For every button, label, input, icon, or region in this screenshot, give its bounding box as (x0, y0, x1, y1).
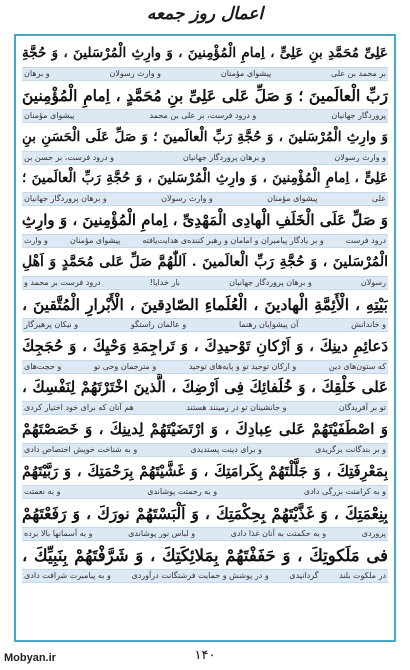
translation-segment: و برهان پروردگار جهانیان (182, 152, 266, 162)
translation-segment: و خاندانش (351, 319, 386, 329)
translation-row (22, 109, 388, 123)
translation-row (22, 401, 388, 415)
translation-segment: و برای دینت پسندیدی (190, 445, 262, 455)
verse-line (22, 542, 388, 584)
translation-segment: پروردی (361, 528, 386, 538)
translation-segment: و به حکمتت به آنان غذا دادی (230, 528, 327, 538)
verse-line (22, 374, 388, 416)
translation-segment: گردانیدی (289, 570, 319, 580)
translation-segment: تو بر آفریدگان (338, 403, 386, 413)
translation-segment: و به نعمتت (24, 486, 61, 496)
translation-row (22, 443, 388, 457)
translation-segment: و جانشینان تو در زمینند هستند (186, 403, 287, 413)
arabic-text: رَبِّ الْعالَمینَ ؛ وَ صَلِّ عَلى عَلِیِّ بنِ مُحَمَّدٍ ، اِمامِ الْمُؤْمِنینَ (22, 85, 388, 105)
translation-segment: و درود فرست، بر حسن بن (24, 152, 114, 162)
translation-segment: و ارکان توحید تو و پایه‌های توحید (188, 361, 297, 371)
translation-segment: پیشوای مؤمنان (69, 236, 121, 246)
translation-segment: در ملکوت بلند (338, 570, 386, 580)
translation-segment: هم آنان که برای خود اختیار کردی (24, 403, 134, 413)
translation-segment: و نیکان پرهیزگار (24, 319, 79, 329)
translation-segment: و به پیامبرت شرافت دادی (24, 570, 111, 580)
arabic-text: وَ اصْطَفَیْتَهُمْ عَلى عِبادِكَ ، وَ ارْتَضَیْتَهُمْ لِدینِكَ ، وَ خَصَصْتَهُمْ (22, 420, 388, 439)
arabic-text: عَلى خَلْقِكَ ، وَ خُلَفائِكَ فِی اَرْضِكَ ، الَّذینَ اخْتَرْتَهُمْ لِنَفْسِكَ ، (22, 378, 388, 397)
verse-line (22, 416, 388, 458)
verse-line (22, 207, 388, 249)
arabic-text: عَلِیِّ مُحَمَّدِ بنِ عَلِیٍّ ، اِمامِ الْمُؤْمِنینَ ، وَ وارِثِ الْمُرْسَلینَ ، وَ حُجَّةِ (22, 45, 388, 61)
translation-segment: و به کرامتت بزرگی دادی (303, 486, 386, 496)
verse-list (22, 40, 388, 583)
translation-segment: و برهان (24, 69, 50, 78)
arabic-text: بَیْتِهِ ، الْأَئِمَّةِ الْهادینَ ، الْعُلَماءِ الصّادِقینَ ، الْأَبْرارِ الْمُتَّقینَ ، (22, 294, 388, 314)
translation-segment: پیشوای مؤمنان (267, 194, 318, 204)
page-number: ۱۴۰ (194, 648, 216, 663)
translation-segment: علی (371, 194, 386, 204)
translation-segment: و به رحمتت پوشاندی (147, 486, 218, 496)
translation-row (22, 67, 388, 81)
translation-segment: و وارث رسولان (109, 69, 162, 78)
translation-segment: که ستون‌های دین (328, 361, 386, 371)
translation-segment: و وارث رسولان (161, 194, 213, 204)
arabic-text: الْمُرْسَلینَ ، وَ حُجَّةِ رَبِّ الْعالَمینَ . اَللّٰهُمَّ صَلِّ عَلى مُحَمَّدٍ وَ اَهْلِ (22, 253, 388, 270)
translation-segment: درود فرست بر محمد و (24, 277, 101, 287)
translation-segment: و برهان پروردگار جهانیان (24, 194, 107, 204)
translation-row (22, 360, 388, 374)
arabic-text: بِمَعْرِفَتِكَ ، وَ جَلَّلْتَهُمْ بِكَرامَتِكَ ، وَ غَشَّیْتَهُمْ بِرَحْمَتِكَ ، وَ رَبَّیْتَهُمْ (22, 462, 388, 480)
translation-row (22, 276, 388, 290)
translation-row (22, 318, 388, 332)
translation-segment: پروردگار جهانیان (331, 110, 386, 120)
arabic-text: عَلِیٍّ ، اِمامِ الْمُؤْمِنینَ ، وَ وارِثِ الْمُرْسَلینَ ، وَ حُجَّةِ رَبِّ الْعالَمینَ ؛ (22, 170, 388, 187)
translation-segment: و لباس نور پوشاندی (128, 528, 196, 538)
verse-line (22, 291, 388, 333)
verse-line (22, 333, 388, 375)
page-footer (0, 644, 410, 670)
translation-segment: پیشوای مؤمنان (24, 110, 75, 120)
arabic-text: فی مَلَكوتِكَ ، وَ حَفَفْتَهُمْ بِمَلائِكَتِكَ ، وَ شَرَّفْتَهُمْ بِنَبِیِّكَ ، (22, 545, 388, 565)
verse-line (22, 249, 388, 291)
verse-line (22, 82, 388, 124)
verse-line (22, 165, 388, 207)
translation-row (22, 234, 388, 248)
translation-segment: و بر بندگانت برگزیدی (315, 445, 386, 455)
translation-segment: و وارث رسولان (334, 152, 386, 162)
translation-segment: و عالمان راستگو (130, 319, 187, 329)
text-frame (14, 34, 396, 642)
translation-segment: و حجت‌های (24, 361, 62, 371)
translation-row (22, 151, 388, 165)
verse-line (22, 458, 388, 500)
translation-segment: و مترجمان وحی تو (93, 361, 157, 371)
translation-segment: بار خدایا! (149, 277, 180, 287)
translation-segment: بر محمد بن علی (331, 69, 386, 78)
arabic-text: دَعائِمِ دینِكَ ، وَ اَرْكانِ تَوْحیدِكَ ، وَ تَراجِمَةِ وَحْیِكَ ، وَ حُجَجِكَ (22, 336, 388, 355)
verse-line (22, 124, 388, 166)
arabic-text: وَ وارِثِ الْمُرْسَلینَ ، وَ حُجَّةِ رَبِّ الْعالَمینَ ؛ وَ صَلِّ عَلَى الْحَسَنِ بنِ (22, 128, 388, 145)
translation-segment: و درود فرست، بر علی بن محمد (149, 110, 257, 120)
translation-segment: پیشوای مؤمنان (220, 69, 272, 78)
translation-row (22, 569, 388, 583)
translation-segment: رسولان (360, 277, 386, 287)
translation-segment: و به شناخت خویش اختصاص دادی (24, 445, 138, 455)
translation-segment: و برهان پروردگار جهانیان (229, 277, 312, 287)
arabic-text: وَ صَلِّ عَلَى الْخَلَفِ الْهادِی الْمَهْدِیِّ ، اِمامِ الْمُؤْمِنینَ ، وَ وارِثِ (22, 211, 388, 230)
translation-segment: و بر یادگار پیامبران و امامان و رهبر کننده‌ی هدایت‌یافته (142, 236, 324, 246)
arabic-text: بِنِعْمَتِكَ ، وَ غَذَّیْتَهُمْ بِحِكْمَتِكَ ، وَ اَلْبَسْتَهُمْ نورَكَ ، وَ رَفَعْتَهُمْ (22, 503, 388, 523)
verse-line (22, 40, 388, 82)
translation-segment: درود فرست (345, 236, 386, 246)
site-name[interactable]: Mobyan.ir (4, 652, 56, 664)
translation-row (22, 527, 388, 541)
translation-segment: و وارث (24, 236, 48, 246)
translation-row (22, 485, 388, 499)
translation-segment: و در پوشش و حمایت فرشتگانت درآوردی (131, 570, 269, 580)
translation-segment: و به آسمانها بالا برده (24, 528, 93, 538)
translation-row (22, 192, 388, 206)
page-title: اعمال روز جمعه (146, 4, 264, 24)
page-header (0, 0, 410, 32)
translation-segment: آن پیشوایان رهنما (238, 319, 299, 329)
verse-line (22, 500, 388, 542)
